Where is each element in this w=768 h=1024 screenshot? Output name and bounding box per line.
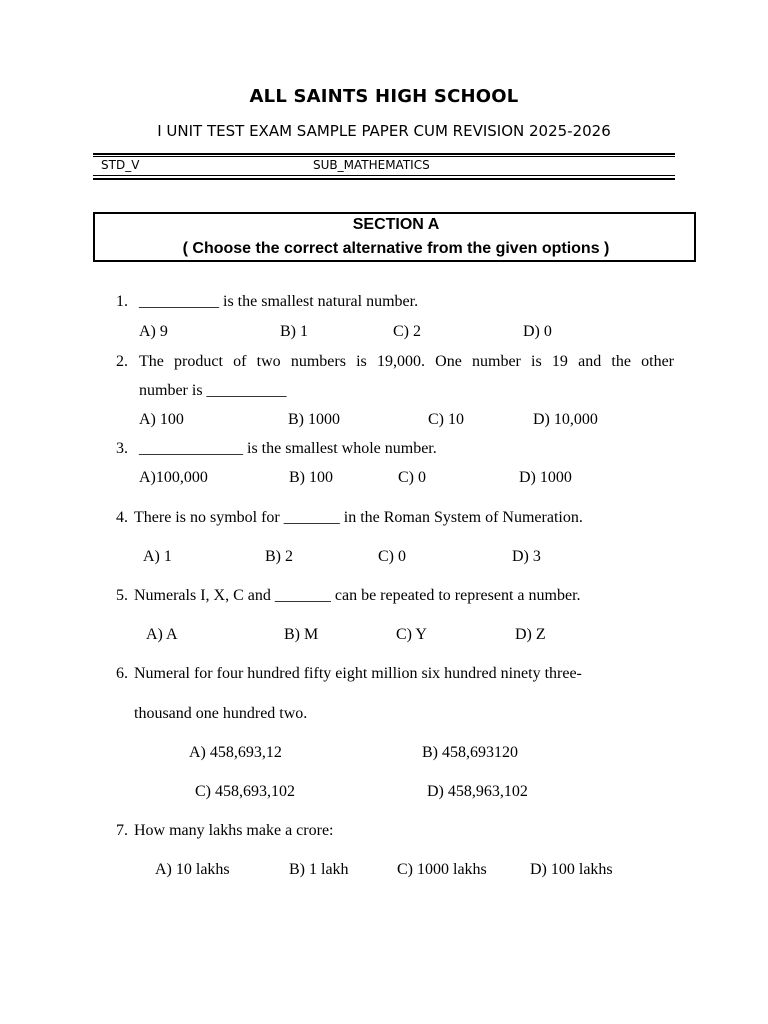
header-rule-bottom-thin xyxy=(93,175,675,176)
option-b: B) 2 xyxy=(265,548,293,565)
option-c: C) 458,693,102 xyxy=(195,783,295,800)
question-number: 2. xyxy=(116,353,128,370)
question-text: There is no symbol for _______ in the Roman System of Numeration. xyxy=(134,509,583,526)
std-label: STD_V xyxy=(101,158,140,172)
question-number: 4. xyxy=(116,509,128,526)
option-c: C) 0 xyxy=(398,469,426,486)
exam-title: I UNIT TEST EXAM SAMPLE PAPER CUM REVISION 2025-2026 xyxy=(157,122,611,140)
option-c: C) 2 xyxy=(393,323,421,340)
question-text: Numerals I, X, C and _______ can be repeated to represent a number. xyxy=(134,587,581,604)
option-c: C) 10 xyxy=(428,411,464,428)
option-b: B) 1000 xyxy=(288,411,340,428)
question-text: __________ is the smallest natural number. xyxy=(139,293,419,310)
option-d: D) 458,963,102 xyxy=(427,783,528,800)
question-number: 7. xyxy=(116,822,128,839)
option-a: A) 10 lakhs xyxy=(155,861,230,878)
question-text: Numeral for four hundred fifty eight million six hundred ninety three- xyxy=(134,665,582,682)
option-a: A) 458,693,12 xyxy=(189,744,282,761)
section-title: SECTION A xyxy=(352,216,440,233)
question-number: 3. xyxy=(116,440,128,457)
header-rule-top xyxy=(93,153,675,155)
option-d: D) 3 xyxy=(512,548,541,565)
school-name: ALL SAINTS HIGH SCHOOL xyxy=(249,86,519,107)
option-a: A) A xyxy=(146,626,178,643)
option-b: B) 1 lakh xyxy=(289,861,349,878)
subject-label: SUB_MATHEMATICS xyxy=(313,158,430,172)
question-number: 5. xyxy=(116,587,128,604)
section-instruction: ( Choose the correct alternative from the given options ) xyxy=(182,240,610,257)
option-a: A) 9 xyxy=(139,323,168,340)
option-b: B) 1 xyxy=(280,323,308,340)
question-text: _____________ is the smallest whole number. xyxy=(139,440,437,457)
option-b: B) 100 xyxy=(289,469,333,486)
option-a: A) 100 xyxy=(139,411,184,428)
option-d: D) 1000 xyxy=(519,469,572,486)
option-d: D) 100 lakhs xyxy=(530,861,613,878)
header-rule-bottom xyxy=(93,178,675,180)
question-text: How many lakhs make a crore: xyxy=(134,822,334,839)
question-number: 1. xyxy=(116,293,128,310)
option-d: D) 10,000 xyxy=(533,411,598,428)
option-d: D) Z xyxy=(515,626,546,643)
option-c: C) 1000 lakhs xyxy=(397,861,487,878)
question-text-continued: thousand one hundred two. xyxy=(134,705,308,722)
question-number: 6. xyxy=(116,665,128,682)
header-rule-top-thin xyxy=(93,156,675,157)
question-text: The product of two numbers is 19,000. One number is 19 and the other xyxy=(139,353,674,370)
option-b: B) 458,693120 xyxy=(422,744,518,761)
option-d: D) 0 xyxy=(523,323,552,340)
question-text-continued: number is __________ xyxy=(139,382,287,399)
option-b: B) M xyxy=(284,626,319,643)
option-a: A)100,000 xyxy=(139,469,208,486)
option-c: C) 0 xyxy=(378,548,406,565)
option-a: A) 1 xyxy=(143,548,172,565)
option-c: C) Y xyxy=(396,626,427,643)
